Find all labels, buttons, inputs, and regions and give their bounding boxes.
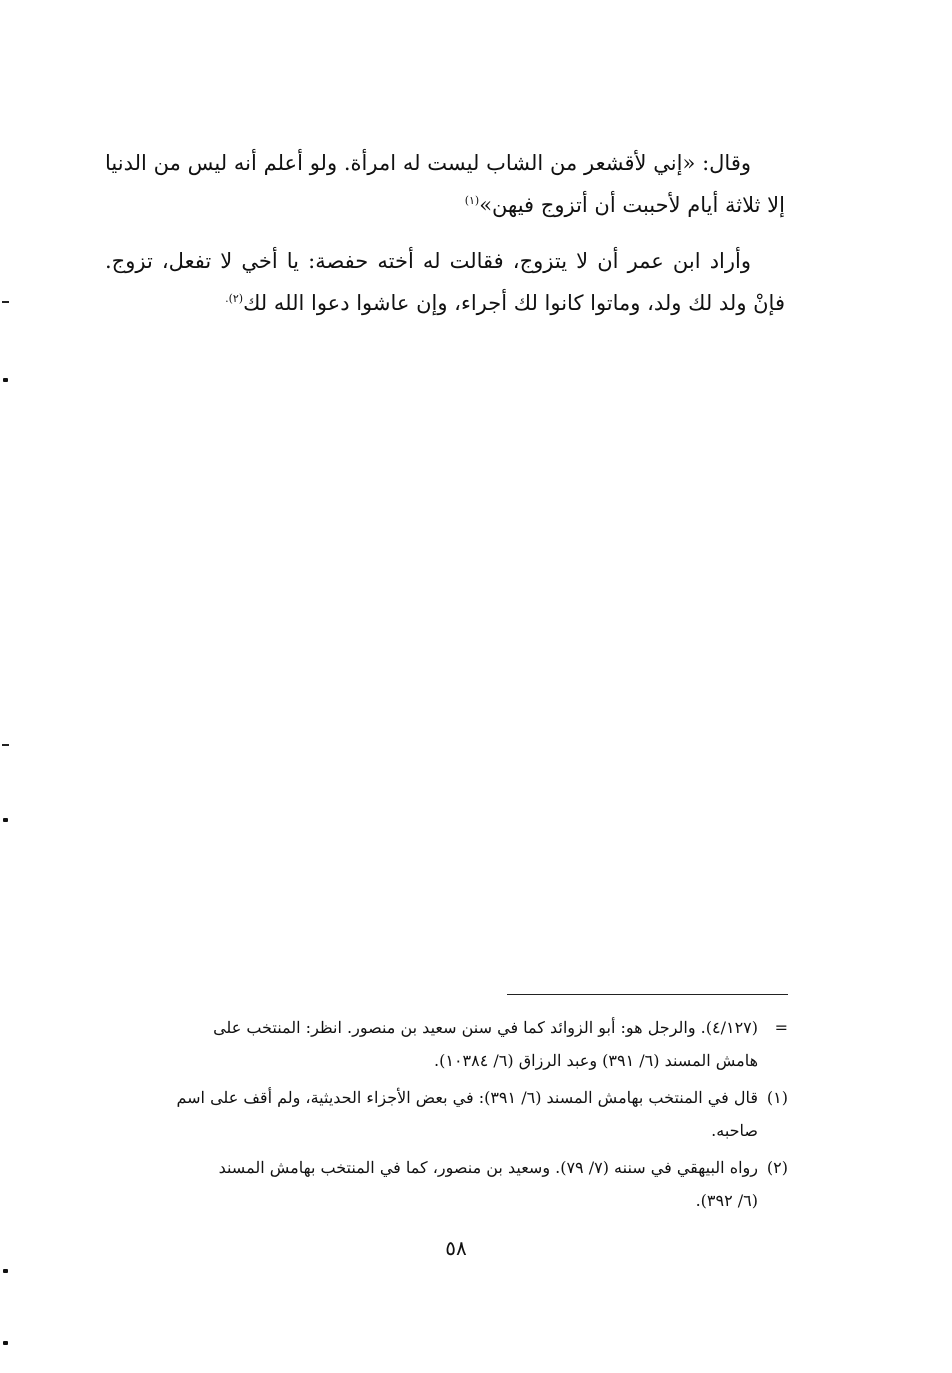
paragraph-1 <box>105 142 785 226</box>
paragraph-1-text: وقال: «إني لأقشعر من الشاب ليست له امرأة. ولو أعلم أنه ليس من الدنيا إلا ثلاثة أيام لأحببت أن أتزوج فيهن» <box>105 151 785 217</box>
footnote-line: هامش المسند (٦/ ٣٩١) وعبد الرزاق (٦/ ١٠٣٨٤). <box>434 1051 758 1070</box>
scan-edge-mark <box>2 744 9 746</box>
footnote-2 <box>112 1151 788 1217</box>
footnote-line: (٤/١٢٧). والرجل هو: أبو الزوائد كما في سنن سعيد بن منصور. انظر: المنتخب على <box>213 1018 758 1037</box>
footnote-line: رواه البيهقي في سننه (٧/ ٧٩). وسعيد بن منصور، كما في المنتخب بهامش المسند <box>218 1158 758 1177</box>
scan-edge-mark <box>2 301 9 303</box>
paragraph-2-text: وأراد ابن عمر أن لا يتزوج، فقالت له أخته حفصة: يا أخي لا تفعل، تزوج. فإنْ ولد لك ولد، وماتوا كانوا لك أجراء، وإن عاشوا دعوا الله لك <box>105 249 785 315</box>
footnote-marker: (١) <box>766 1088 788 1107</box>
scan-edge-mark <box>3 1269 8 1273</box>
page-number: ٥٨ <box>445 1236 467 1260</box>
scan-edge-mark <box>3 1341 8 1345</box>
scan-edge-mark <box>3 818 8 822</box>
footnote-marker: = <box>774 1018 788 1037</box>
footnote-ref-1[interactable]: (١) <box>464 194 480 207</box>
footnote-ref-2[interactable]: (٢). <box>225 292 244 305</box>
footnote-continued <box>112 1011 788 1077</box>
scan-edge-mark <box>3 378 8 382</box>
footnote-line: قال في المنتخب بهامش المسند (٦/ ٣٩١): في بعض الأجزاء الحديثية، ولم أقف على اسم <box>176 1088 758 1107</box>
footnote-marker: (٢) <box>766 1158 788 1177</box>
footnote-separator <box>507 994 788 995</box>
footnote-1 <box>112 1081 788 1147</box>
paragraph-2 <box>105 240 785 324</box>
footnotes-section <box>112 1011 788 1221</box>
footnote-line: صاحبه. <box>711 1121 758 1140</box>
footnote-line: (٦/ ٣٩٢). <box>695 1191 758 1210</box>
